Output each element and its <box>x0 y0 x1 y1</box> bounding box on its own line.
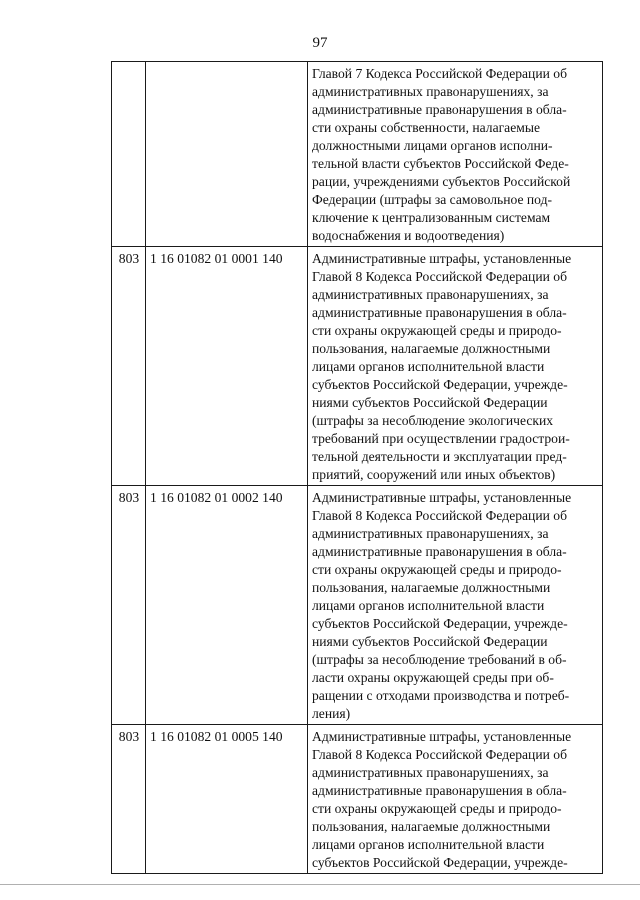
table-row <box>112 725 603 874</box>
description-line: лицами органов исполнительной власти <box>312 837 545 852</box>
description-line: пользования, налагаемые должностными <box>312 819 551 834</box>
description-line: ращении с отходами производства и потреб- <box>312 688 570 703</box>
description-line: сти охраны окружающей среды и природо- <box>312 801 562 816</box>
description-line: сти охраны окружающей среды и природо- <box>312 562 562 577</box>
description-line: (штрафы за несоблюдение требований в об- <box>312 652 567 667</box>
description-line: пользования, налагаемые должностными <box>312 341 551 356</box>
description-line: ления) <box>312 706 351 721</box>
description-line: ниями субъектов Российской Федерации <box>312 634 548 649</box>
page-number: 97 <box>312 35 328 51</box>
description-line: приятий, сооружений или иных объектов) <box>312 467 556 482</box>
table-row <box>112 486 603 725</box>
revenue-description-cell <box>308 247 603 486</box>
table-body <box>112 62 603 874</box>
description-line: пользования, налагаемые должностными <box>312 580 551 595</box>
description-line: Главой 8 Кодекса Российской Федерации об <box>312 508 567 523</box>
description-line: тельной деятельности и эксплуатации пред- <box>312 449 567 464</box>
description-line: Административные штрафы, установленные <box>312 729 572 744</box>
description-line: Главой 7 Кодекса Российской Федерации об <box>312 66 567 81</box>
description-line: водоснабжения и водоотведения) <box>312 228 505 243</box>
budget-code-table <box>111 61 603 874</box>
admin-code-cell <box>112 62 146 247</box>
description-line: тельной власти субъектов Российской Феде- <box>312 156 569 171</box>
description-line: Главой 8 Кодекса Российской Федерации об <box>312 269 567 284</box>
admin-code-cell: 803 <box>112 247 146 486</box>
description-line: лицами органов исполнительной власти <box>312 598 545 613</box>
table-row <box>112 247 603 486</box>
description-line: должностными лицами органов исполни- <box>312 138 553 153</box>
description-line: (штрафы за несоблюдение экологических <box>312 413 554 428</box>
budget-classification-code-cell: 1 16 01082 01 0005 140 <box>146 725 308 874</box>
budget-classification-code-cell <box>146 62 308 247</box>
description-line: субъектов Российской Федерации, учрежде- <box>312 616 568 631</box>
description-line: сти охраны собственности, налагаемые <box>312 120 541 135</box>
description-line: административные правонарушения в обла- <box>312 305 567 320</box>
table-row <box>112 62 603 247</box>
description-line: требований при осуществлении градострои- <box>312 431 570 446</box>
revenue-description-cell <box>308 62 603 247</box>
description-line: административных правонарушениях, за <box>312 765 549 780</box>
description-line: Административные штрафы, установленные <box>312 490 572 505</box>
budget-classification-code-cell: 1 16 01082 01 0002 140 <box>146 486 308 725</box>
description-line: Административные штрафы, установленные <box>312 251 572 266</box>
description-line: лицами органов исполнительной власти <box>312 359 545 374</box>
description-line: административные правонарушения в обла- <box>312 102 567 117</box>
description-line: ниями субъектов Российской Федерации <box>312 395 548 410</box>
description-line: субъектов Российской Федерации, учрежде- <box>312 855 568 870</box>
description-line: административных правонарушениях, за <box>312 84 549 99</box>
description-line: административных правонарушениях, за <box>312 526 549 541</box>
description-line: ключение к централизованным системам <box>312 210 551 225</box>
description-line: административных правонарушениях, за <box>312 287 549 302</box>
description-line: субъектов Российской Федерации, учрежде- <box>312 377 568 392</box>
description-line: Главой 8 Кодекса Российской Федерации об <box>312 747 567 762</box>
scan-edge-line <box>0 884 640 885</box>
revenue-description-cell <box>308 486 603 725</box>
description-line: Федерации (штрафы за самовольное под- <box>312 192 553 207</box>
description-line: административные правонарушения в обла- <box>312 783 567 798</box>
description-line: административные правонарушения в обла- <box>312 544 567 559</box>
admin-code-cell: 803 <box>112 725 146 874</box>
description-line: сти охраны окружающей среды и природо- <box>312 323 562 338</box>
admin-code-cell: 803 <box>112 486 146 725</box>
description-line: рации, учреждениями субъектов Российской <box>312 174 571 189</box>
revenue-description-cell <box>308 725 603 874</box>
budget-classification-code-cell: 1 16 01082 01 0001 140 <box>146 247 308 486</box>
description-line: ласти охраны окружающей среды при об- <box>312 670 554 685</box>
